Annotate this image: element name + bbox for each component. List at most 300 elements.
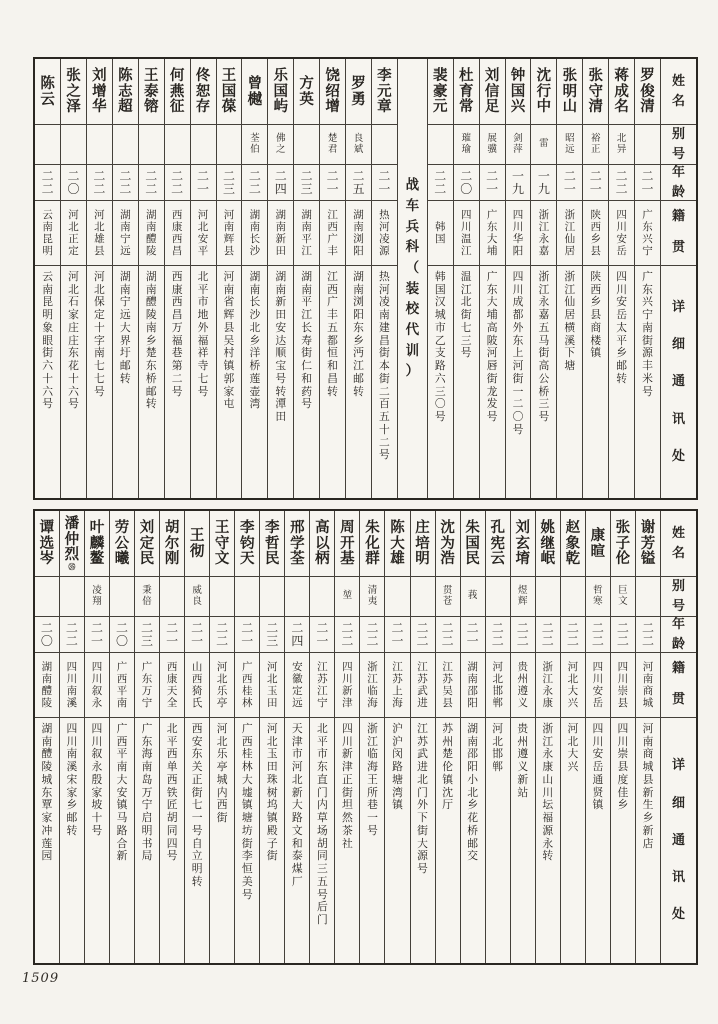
entry-origin: 广 东 万 宁	[135, 653, 159, 718]
entry-name: 罗 俊 清	[635, 59, 660, 125]
entry-alias	[191, 125, 216, 165]
entry-alias	[160, 577, 184, 617]
roster-entry-column	[267, 59, 293, 498]
entry-address: 沪 沪 闵 路 塘 湾 镇	[392, 722, 403, 812]
entry-age: 二 二	[139, 165, 164, 201]
entry-address: 河 北 大 兴	[567, 722, 579, 774]
roster-entry-column	[259, 511, 284, 963]
entry-origin: 湖 南 醴 陵	[139, 201, 164, 266]
entry-alias	[110, 577, 134, 617]
entry-address: 湖 南 邵 阳 小 北 乡 花 桥 邮 交	[467, 722, 479, 863]
page-number: 1509	[22, 971, 60, 986]
entry-age: 一 九	[531, 165, 556, 201]
entry-name: 邢 学 荃	[285, 511, 309, 577]
entry-origin: 河 北 玉 田	[260, 653, 284, 718]
roster-entry-column	[35, 59, 60, 498]
entry-address: 云 南 昆 明 象 眼 街 六 十 六 号	[42, 270, 53, 411]
table-header-column	[660, 511, 696, 963]
entry-age: 二 二	[561, 617, 585, 653]
roster-entry-column	[86, 59, 112, 498]
entry-age: 二 三	[294, 165, 319, 201]
entry-alias: 雷	[531, 125, 556, 165]
entry-alias	[217, 125, 242, 165]
entry-age: 二 二	[60, 617, 84, 653]
entry-name: 叶 麟 鳌	[85, 511, 109, 577]
entry-age: 二 二	[113, 165, 138, 201]
entry-age: 二 二	[611, 617, 635, 653]
roster-entry-column	[410, 511, 435, 963]
entry-age: 二 一	[635, 165, 660, 201]
entry-alias	[285, 577, 309, 617]
entry-age: 二 二	[636, 617, 660, 653]
entry-address: 湖 南 平 江 长 寿 街 仁 和 药 号	[301, 270, 313, 411]
entry-address: 广 东 兴 宁 南 街 源 丰 米 号	[642, 270, 653, 398]
roster-table-bottom	[33, 509, 698, 965]
column-header-origin: 籍 贯	[661, 653, 696, 718]
entry-address: 四 川 崇 县 度 佳 乡	[617, 722, 629, 812]
entry-name: 杜 育 常	[454, 59, 479, 125]
entry-name: 谢 芳 镒	[636, 511, 660, 577]
column-header-alias: 别 号	[661, 577, 696, 617]
entry-address: 温 江 北 街 七 三 号	[460, 270, 472, 360]
entry-name: 刘 信 足	[480, 59, 505, 125]
entry-name: 陈 大 雄	[385, 511, 409, 577]
entry-alias	[635, 125, 660, 165]
roster-entry-column	[112, 59, 138, 498]
entry-alias	[35, 577, 59, 617]
entry-age: 二 二	[609, 165, 634, 201]
entry-name: 乐 国 屿	[268, 59, 293, 125]
roster-entry-column	[60, 59, 86, 498]
column-header-name: 姓 名	[661, 511, 696, 577]
entry-address: 湖 南 醴 陵 城 东 覃 家 冲 莲 园	[41, 722, 53, 863]
entry-address: 四 川 安 岳 太 平 乡 邮 转	[616, 270, 628, 385]
entry-age: 二 二	[486, 617, 510, 653]
table-header-column	[660, 59, 696, 498]
entry-alias: 哲 寒	[586, 577, 610, 617]
roster-entry-column	[190, 59, 216, 498]
entry-age: 二 四	[268, 165, 293, 201]
entry-name: 胡 尔 刚	[160, 511, 184, 577]
entry-name: 佟 恕 存	[191, 59, 216, 125]
entry-alias: 昭 远	[557, 125, 582, 165]
entry-age: 二 一	[557, 165, 582, 201]
entry-age: 二 〇	[35, 617, 59, 653]
entry-alias	[486, 577, 510, 617]
entry-address: 广 西 平 南 大 安 镇 马 路 合 新	[116, 722, 128, 863]
entry-alias: 良 斌	[346, 125, 371, 165]
entry-address: 湖 南 新 田 安 达 顺 宝 号 转 潭 田	[275, 270, 287, 424]
entry-origin: 河 北 邯 郸	[486, 653, 510, 718]
entry-name: 朱 国 民	[461, 511, 485, 577]
entry-origin: 湖 南 长 沙	[242, 201, 267, 266]
entry-origin: 河 北 大 兴	[561, 653, 585, 718]
entry-name: 刘 增 华	[87, 59, 112, 125]
entry-age: 二 三	[135, 617, 159, 653]
entry-alias: 凌 翔	[85, 577, 109, 617]
entry-origin: 四 川 安 岳	[609, 201, 634, 266]
roster-entry-column	[585, 511, 610, 963]
entry-name: 陈 志 超	[113, 59, 138, 125]
entry-name: 谭 选 岑	[35, 511, 59, 577]
entry-origin: 西 康 西 昌	[165, 201, 190, 266]
entry-address: 陕 西 乡 县 商 楼 镇	[590, 270, 602, 360]
roster-entry-column	[460, 511, 485, 963]
entry-alias	[536, 577, 560, 617]
entry-address: 湖 南 宁 远 大 界 圩 邮 转	[119, 270, 131, 385]
entry-alias: 璀 瑜	[454, 125, 479, 165]
entry-address: 热 河 凌 南 建 昌 街 本 街 二 百 五 十 二 号	[378, 270, 390, 462]
entry-address: 四 川 成 都 外 东 上 河 街 一 二 〇 号	[512, 270, 524, 436]
entry-name: 曾 樾	[242, 59, 267, 125]
roster-entry-column	[610, 511, 635, 963]
section-divider-column: 战 车 兵 科 （ 装 校 代 训 ）	[397, 59, 427, 498]
entry-origin: 山 西 猗 氏	[185, 653, 209, 718]
entry-address: 江 苏 武 进 北 门 外 下 街 大 源 号	[417, 722, 428, 876]
footnote-mark: ㉟	[68, 562, 76, 572]
entry-age: 二 三	[217, 165, 242, 201]
entry-address: 河 北 玉 田 珠 树 坞 镇 殿 子 街	[266, 722, 278, 863]
entry-name: 李 钧 天	[235, 511, 259, 577]
roster-entry-column	[59, 511, 84, 963]
entry-name: 孔 宪 云	[486, 511, 510, 577]
entry-name: 张 守 清	[583, 59, 608, 125]
entry-age: 二 二	[165, 165, 190, 201]
entry-name: 王 守 文	[210, 511, 234, 577]
entry-origin: 四 川 新 津	[335, 653, 359, 718]
entry-alias: 清 夷	[360, 577, 384, 617]
entry-origin: 江 苏 武 进	[411, 653, 435, 718]
entry-address: 河 南 商 城 县 新 生 乡 新 店	[642, 722, 654, 850]
entry-alias	[310, 577, 334, 617]
roster-entry-column	[556, 59, 582, 498]
roster-entry-column	[530, 59, 556, 498]
entry-origin: 浙 江 永 康	[536, 653, 560, 718]
entry-age: 二 二	[428, 165, 453, 201]
entry-alias	[385, 577, 409, 617]
entry-alias: 佛 之	[268, 125, 293, 165]
entry-alias	[372, 125, 397, 165]
entry-name: 张 明 山	[557, 59, 582, 125]
entry-name: 朱 化 群	[360, 511, 384, 577]
entry-age: 二 一	[85, 617, 109, 653]
entry-alias: 巨 文	[611, 577, 635, 617]
entry-alias	[210, 577, 234, 617]
roster-entry-column	[479, 59, 505, 498]
roster-entry-column	[159, 511, 184, 963]
entry-age: 二 二	[536, 617, 560, 653]
entry-address: 湖 南 长 沙 北 乡 洋 桥 莲 壶 湾	[249, 270, 261, 411]
entry-origin: 广 东 大 埔	[480, 201, 505, 266]
entry-origin: 河 北 乐 亭	[210, 653, 234, 718]
entry-name: 高 以 柄	[310, 511, 334, 577]
entry-name: 刘 定 民	[135, 511, 159, 577]
entry-age: 二 〇	[110, 617, 134, 653]
entry-age: 二 二	[210, 617, 234, 653]
entry-alias	[235, 577, 259, 617]
entry-age: 二 一	[461, 617, 485, 653]
entry-age: 二 二	[335, 617, 359, 653]
entry-address: 四 川 新 津 正 街 坦 然 茶 社	[342, 722, 353, 850]
column-header-address: 详 细 通 讯 处	[671, 299, 685, 464]
entry-origin: 浙 江 临 海	[360, 653, 384, 718]
entry-address: 韩 国 汉 城 市 乙 支 路 六 三 〇 号	[434, 270, 446, 424]
entry-address: 浙 江 永 康 山 川 坛 福 源 永 转	[542, 722, 554, 863]
entry-name: 沈 行 中	[531, 59, 556, 125]
entry-name: 张 之 泽	[61, 59, 86, 125]
entry-origin: 陕 西 乡 县	[583, 201, 608, 266]
entry-address: 河 北 邯 郸	[492, 722, 504, 774]
entry-address: 河 北 乐 亭 城 内 西 街	[216, 722, 228, 825]
entry-age: 二 一	[583, 165, 608, 201]
entry-name: 钟 国 兴	[506, 59, 531, 125]
roster-entry-column	[384, 511, 409, 963]
entry-alias	[428, 125, 453, 165]
entry-address: 苏 州 楚 伦 镇 沈 厅	[442, 722, 453, 812]
entry-name: 饶 绍 增	[320, 59, 345, 125]
entry-address: 西 康 西 昌 万 福 巷 第 二 号	[171, 270, 183, 398]
entry-address: 天 津 市 河 北 新 大 路 文 和 泰 煤 厂	[291, 722, 303, 888]
entry-origin: 湖 南 邵 阳	[461, 653, 485, 718]
roster-entry-column	[435, 511, 460, 963]
entry-alias: 荃 伯	[242, 125, 267, 165]
entry-address: 河 北 保 定 十 字 南 七 七 号	[94, 270, 105, 398]
entry-origin: 河 南 辉 县	[217, 201, 242, 266]
roster-entry-column	[184, 511, 209, 963]
entry-origin: 河 北 正 定	[61, 201, 86, 266]
entry-origin: 云 南 昆 明	[35, 201, 60, 266]
entry-alias: 楚 君	[320, 125, 345, 165]
entry-origin: 浙 江 仙 居	[557, 201, 582, 266]
entry-alias: 北 异	[609, 125, 634, 165]
entry-alias	[561, 577, 585, 617]
entry-age: 二 一	[191, 165, 216, 201]
roster-entry-column	[635, 511, 660, 963]
column-header-origin: 籍 贯	[661, 201, 696, 266]
entry-age: 一 九	[506, 165, 531, 201]
entry-origin: 浙 江 永 嘉	[531, 201, 556, 266]
roster-entry-column	[319, 59, 345, 498]
entry-name: 刘 玄 堉	[511, 511, 535, 577]
roster-entry-column	[371, 59, 397, 498]
entry-age: 二 二	[511, 617, 535, 653]
entry-age: 二 一	[320, 165, 345, 201]
entry-alias	[411, 577, 435, 617]
roster-entry-column	[35, 511, 59, 963]
roster-entry-column	[427, 59, 453, 498]
entry-address: 北 平 市 东 直 门 内 草 场 胡 同 三 五 号 后 门	[316, 722, 328, 927]
roster-entry-column	[359, 511, 384, 963]
entry-address: 四 川 南 溪 宋 家 乡 邮 转	[66, 722, 78, 837]
entry-address: 西 安 东 关 正 街 七 一 号 自 立 明 转	[191, 722, 203, 888]
entry-alias	[139, 125, 164, 165]
entry-origin: 湖 南 醴 陵	[35, 653, 59, 718]
roster-entry-column	[453, 59, 479, 498]
entry-age: 二 一	[310, 617, 334, 653]
roster-entry-column	[309, 511, 334, 963]
entry-origin: 湖 南 宁 远	[113, 201, 138, 266]
entry-name: 王 国 葆	[217, 59, 242, 125]
roster-entry-column	[134, 511, 159, 963]
entry-name: 姚 继 岷	[536, 511, 560, 577]
roster-entry-column	[634, 59, 660, 498]
roster-entry-column	[582, 59, 608, 498]
entry-address: 浙 江 临 海 王 所 巷 一 号	[367, 722, 378, 837]
entry-origin: 韩 国	[428, 201, 453, 266]
entry-name: 罗 勇	[346, 59, 371, 125]
column-header-name: 姓 名	[661, 59, 696, 125]
entry-name: 周 开 基	[335, 511, 359, 577]
roster-entry-column	[241, 59, 267, 498]
entry-alias	[113, 125, 138, 165]
entry-origin: 湖 南 新 田	[268, 201, 293, 266]
entry-alias: 堃	[335, 577, 359, 617]
entry-alias: 莪	[461, 577, 485, 617]
entry-origin: 四 川 南 溪	[60, 653, 84, 718]
entry-origin: 河 北 雄 县	[87, 201, 112, 266]
roster-entry-column	[485, 511, 510, 963]
entry-alias	[294, 125, 319, 165]
entry-origin: 湖 南 平 江	[294, 201, 319, 266]
entry-address: 四 川 安 岳 通 贤 镇	[592, 722, 604, 812]
entry-origin: 湖 南 浏 阳	[346, 201, 371, 266]
entry-origin: 广 西 桂 林	[235, 653, 259, 718]
entry-address: 湖 南 浏 阳 东 乡 沔 江 邮 转	[353, 270, 364, 398]
entry-name: 张 子 伦	[611, 511, 635, 577]
entry-alias	[61, 125, 86, 165]
entry-name: 裴 豪 元	[428, 59, 453, 125]
roster-entry-column	[109, 511, 134, 963]
roster-table-top	[33, 57, 698, 500]
roster-entry-column	[284, 511, 309, 963]
entry-address: 江 西 广 丰 五 都 恒 和 昌 转	[327, 270, 338, 398]
entry-origin: 四 川 温 江	[454, 201, 479, 266]
entry-address: 湖 南 醴 陵 南 乡 楚 东 桥 邮 转	[145, 270, 157, 411]
entry-origin: 河 南 商 城	[636, 653, 660, 718]
entry-address: 北 平 西 单 西 铁 匠 胡 同 四 号	[166, 722, 178, 863]
entry-age: 二 一	[235, 617, 259, 653]
entry-age: 二 二	[436, 617, 460, 653]
column-header-age: 年 龄	[661, 617, 696, 653]
entry-age: 二 二	[87, 165, 112, 201]
entry-name: 李 哲 民	[260, 511, 284, 577]
roster-entry-column	[334, 511, 359, 963]
entry-origin: 四 川 华 阳	[506, 201, 531, 266]
entry-address: 河 北 石 家 庄 庄 东 花 十 六 号	[68, 270, 79, 411]
entry-address: 四 川 叙 永 殷 家 坡 十 号	[91, 722, 103, 837]
entry-name: 陈 云	[35, 59, 60, 125]
entry-address: 广 东 大 埔 高 陂 河 唇 街 龙 发 号	[486, 270, 498, 424]
entry-address: 浙 江 仙 居 横 溪 下 塘	[564, 270, 576, 373]
entry-origin: 江 苏 上 海	[385, 653, 409, 718]
entry-alias	[87, 125, 112, 165]
entry-alias: 展 骥	[480, 125, 505, 165]
entry-name: 康 暄	[586, 511, 610, 577]
entry-origin: 江 苏 吴 县	[436, 653, 460, 718]
roster-entry-column	[164, 59, 190, 498]
entry-address: 河 南 省 辉 县 吴 村 镇 郭 家 屯	[223, 270, 235, 411]
entry-alias	[260, 577, 284, 617]
entry-origin: 河 北 安 平	[191, 201, 216, 266]
entry-age: 二 一	[160, 617, 184, 653]
roster-entry-column	[209, 511, 234, 963]
entry-age: 二 二	[242, 165, 267, 201]
entry-origin: 四 川 叙 永	[85, 653, 109, 718]
entry-address: 浙 江 永 嘉 五 马 街 高 公 桥 三 号	[538, 270, 550, 424]
roster-entry-column	[234, 511, 259, 963]
entry-age: 二 一	[385, 617, 409, 653]
entry-name: 王 彻	[185, 511, 209, 577]
entry-alias: 煜 辉	[511, 577, 535, 617]
entry-origin: 广 西 平 南	[110, 653, 134, 718]
entry-name: 何 燕 征	[165, 59, 190, 125]
entry-alias: 贯 苍	[436, 577, 460, 617]
entry-address: 广 东 海 南 岛 万 宁 启 明 书 局	[141, 722, 153, 863]
roster-entry-column	[216, 59, 242, 498]
roster-entry-column	[345, 59, 371, 498]
entry-alias: 威 良	[185, 577, 209, 617]
entry-address: 贵 州 遵 义 新 站	[517, 722, 529, 799]
entry-alias: 秉 倍	[135, 577, 159, 617]
entry-address: 北 平 市 地 外 福 祥 寺 七 号	[197, 270, 209, 398]
entry-age: 二 二	[35, 165, 60, 201]
column-header-address: 详 细 通 讯 处	[671, 758, 685, 923]
entry-age: 二 〇	[61, 165, 86, 201]
entry-name: 王 泰 镕	[139, 59, 164, 125]
entry-age: 二 二	[586, 617, 610, 653]
entry-age: 二 五	[346, 165, 371, 201]
column-header-alias: 别 号	[661, 125, 696, 165]
roster-entry-column	[293, 59, 319, 498]
entry-alias: 剑 萍	[506, 125, 531, 165]
roster-entry-column	[505, 59, 531, 498]
roster-entry-column	[560, 511, 585, 963]
entry-origin: 四 川 安 岳	[586, 653, 610, 718]
entry-alias	[636, 577, 660, 617]
entry-name: 方 英	[294, 59, 319, 125]
entry-alias	[35, 125, 60, 165]
entry-name: 潘 仲 烈 ㉟	[60, 511, 84, 577]
entry-name: 李 元 章	[372, 59, 397, 125]
roster-entry-column	[138, 59, 164, 498]
entry-origin: 西 康 天 全	[160, 653, 184, 718]
entry-name: 蒋 成 名	[609, 59, 634, 125]
entry-origin: 江 西 广 丰	[320, 201, 345, 266]
entry-alias: 裕 正	[583, 125, 608, 165]
entry-age: 二 四	[285, 617, 309, 653]
roster-entry-column	[608, 59, 634, 498]
entry-alias	[165, 125, 190, 165]
entry-name: 赵 象 乾	[561, 511, 585, 577]
roster-entry-column	[510, 511, 535, 963]
entry-age: 二 一	[372, 165, 397, 201]
entry-age: 二 三	[260, 617, 284, 653]
entry-age: 二 二	[411, 617, 435, 653]
entry-origin: 江 苏 江 宁	[310, 653, 334, 718]
entry-origin: 贵 州 遵 义	[511, 653, 535, 718]
entry-origin: 热 河 凌 源	[372, 201, 397, 266]
roster-entry-column	[84, 511, 109, 963]
entry-origin: 四 川 崇 县	[611, 653, 635, 718]
entry-age: 二 二	[360, 617, 384, 653]
entry-name: 沈 为 浩	[436, 511, 460, 577]
entry-alias	[60, 577, 84, 617]
column-header-age: 年 龄	[661, 165, 696, 201]
entry-age: 二 一	[480, 165, 505, 201]
entry-age: 二 一	[185, 617, 209, 653]
roster-entry-column	[535, 511, 560, 963]
entry-origin: 广 东 兴 宁	[635, 201, 660, 266]
